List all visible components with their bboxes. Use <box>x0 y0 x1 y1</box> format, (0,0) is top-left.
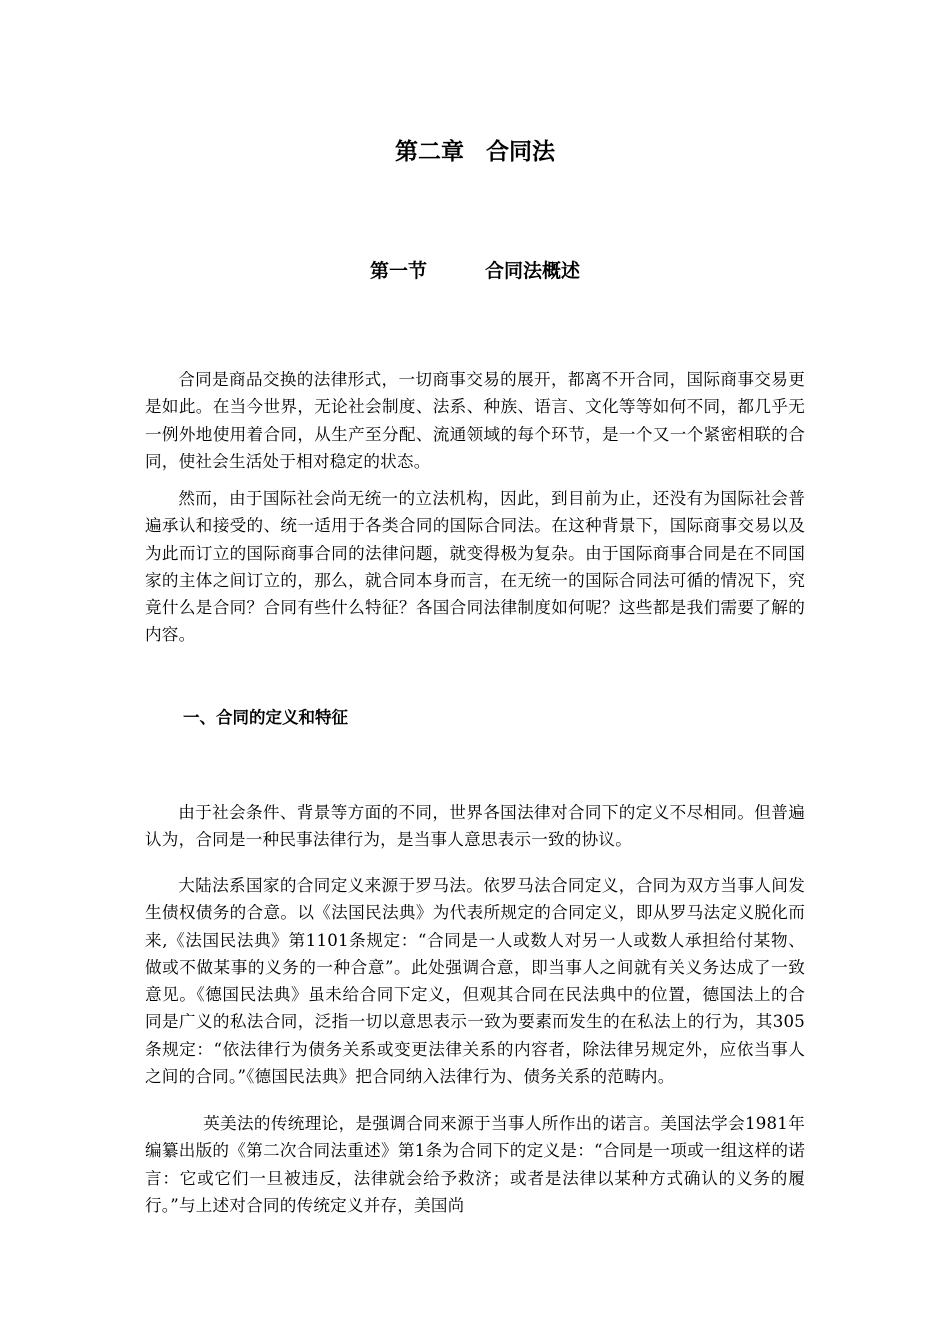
section-name: 合同法概述 <box>485 260 581 282</box>
paragraph-civil-law: 大陆法系国家的合同定义来源于罗马法。依罗马法合同定义，合同为双方当事人间发生债权债务的合意。以《法国民法典》为代表所规定的合同定义，即从罗马法定义脱化而来,《法国民法典》第1101条规定：“合同是一人或数人对另一人或数人承担给付某物、做或不做某事的义务的一种合意”。此处强调合意，即当事人之间就有关义务达成了一致意见。《德国民法典》虽未给合同下定义，但观其合同在民法典中的位置，德国法上的合同是广义的私法合同，泛指一切以意思表示一致为要素而发生的在私法上的行为，其305条规定：“依法律行为债务关系或变更法律关系的内容者，除法律另规定外，应依当事人之间的合同。”《德国民法典》把合同纳入法律行为、债务关系的范畴内。 <box>145 876 805 1087</box>
paragraph-definition: 由于社会条件、背景等方面的不同，世界各国法律对合同下的定义不尽相同。但普遍认为，合同是一种民事法律行为，是当事人意思表示一致的协议。 <box>145 803 805 850</box>
section-number: 第一节 <box>369 260 427 282</box>
chapter-number: 第二章 <box>395 139 464 165</box>
subsection-heading: 一、合同的定义和特征 <box>183 708 348 727</box>
chapter-title <box>0 134 950 170</box>
paragraph-background: 然而，由于国际社会尚无统一的立法机构，因此，到目前为止，还没有为国际社会普遍承认和接受的、统一适用于各类合同的国际合同法。在这种背景下，国际商事交易以及为此而订立的国际商事合同的法律问题，就变得极为复杂。由于国际商事合同是在不同国家的主体之间订立的，那么，就合同本身而言，在无统一的国际合同法可循的情况下，究竟什么是合同？合同有些什么特征？各国合同法律制度如何呢？这些都是我们需要了解的内容。 <box>145 489 805 645</box>
section-title <box>0 254 950 288</box>
chapter-name: 合同法 <box>486 139 555 165</box>
paragraph-intro: 合同是商品交换的法律形式，一切商事交易的展开，都离不开合同，国际商事交易更是如此。在当今世界，无论社会制度、法系、种族、语言、文化等等如何不同，都几乎无一例外地使用着合同，从生产至分配、流通领域的每个环节，是一个又一个紧密相联的合同，使社会生活处于相对稳定的状态。 <box>145 370 805 471</box>
paragraph-common-law: 英美法的传统理论，是强调合同来源于当事人所作出的诺言。美国法学会1981年编纂出版的《第二次合同法重述》第1条为合同下的定义是：“合同是一项或一组这样的诺言：它或它们一旦被违反，法律就会给予救济；或者是法律以某种方式确认的义务的履行。”与上述对合同的传统定义并存，美国尚 <box>145 1114 805 1215</box>
